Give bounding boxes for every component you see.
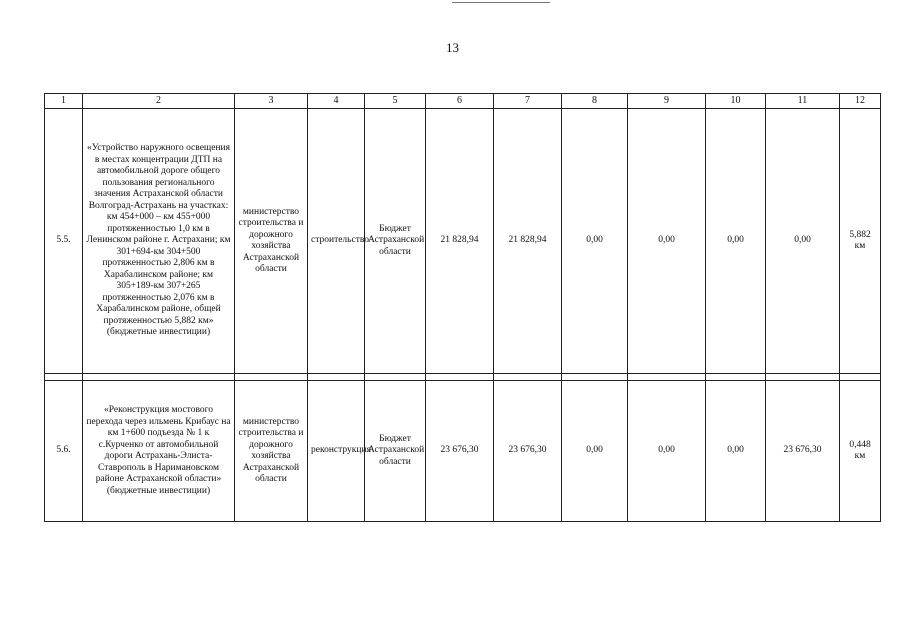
header-cell: 5: [365, 94, 426, 109]
table-row: [45, 109, 881, 374]
value-cell-9: 0,00: [628, 109, 706, 374]
work-type-cell: строительство: [308, 109, 365, 374]
value-cell-7: 21 828,94: [494, 109, 562, 374]
value-cell-6: 23 676,30: [426, 381, 494, 522]
header-row: [45, 94, 881, 109]
separator-cell: [494, 374, 562, 381]
header-cell: 6: [426, 94, 494, 109]
length-cell: 5,882 км: [840, 109, 881, 374]
header-cell: 12: [840, 94, 881, 109]
value-cell-8: 0,00: [562, 381, 628, 522]
header-cell: 1: [45, 94, 83, 109]
separator-cell: [840, 374, 881, 381]
value-cell-6: 21 828,94: [426, 109, 494, 374]
customer-cell: министерство строительства и дорожного хозяйства Астраханской области: [235, 109, 308, 374]
header-cell: 9: [628, 94, 706, 109]
table-row: [45, 381, 881, 522]
value-cell-11: 0,00: [766, 109, 840, 374]
page-number: 13: [446, 40, 459, 55]
separator-cell: [308, 374, 365, 381]
value-cell-10: 0,00: [706, 381, 766, 522]
separator-cell: [365, 374, 426, 381]
length-cell: 0,448 км: [840, 381, 881, 522]
header-cell: 11: [766, 94, 840, 109]
header-cell: 7: [494, 94, 562, 109]
customer-cell: министерство строительства и дорожного хозяйства Астраханской области: [235, 381, 308, 522]
value-cell-10: 0,00: [706, 109, 766, 374]
header-cell: 4: [308, 94, 365, 109]
object-description: «Реконструкция мостового перехода через ильмень Крибаус на км 1+600 подъезда № 1 к с.Курченко от автомобильной дороги Астрахань-Элиста-Ставрополь в Наримановском районе Астраханской области» (бюджетные инвестиции): [83, 381, 235, 522]
separator-cell: [45, 374, 83, 381]
value-cell-8: 0,00: [562, 109, 628, 374]
row-number: 5.5.: [45, 109, 83, 374]
scan-artifact-line: [452, 2, 550, 3]
object-description: «Устройство наружного освещения в местах концентрации ДТП на автомобильной дороге общего пользования регионального значения Астраханской области Волгоград-Астрахань на участках: км 454+000 – км 455+000 протяженностью 1,0 км в Ленинском районе г. Астрахани; км 301+694-км 304+500 протяженностью 2,806 км в Харабалинском районе; км 305+189-км 307+265 протяженностью 2,076 км в Харабалинском районе, общей протяженностью 5,882 км» (бюджетные инвестиции): [83, 109, 235, 374]
funding-source-cell: Бюджет Астраханской области: [365, 109, 426, 374]
funding-source-cell: Бюджет Астраханской области: [365, 381, 426, 522]
work-type-cell: реконструкция: [308, 381, 365, 522]
separator-cell: [235, 374, 308, 381]
header-cell: 8: [562, 94, 628, 109]
data-table: [44, 93, 881, 522]
separator-cell: [562, 374, 628, 381]
header-cell: 2: [83, 94, 235, 109]
row-number: 5.6.: [45, 381, 83, 522]
header-cell: 10: [706, 94, 766, 109]
separator-cell: [426, 374, 494, 381]
value-cell-11: 23 676,30: [766, 381, 840, 522]
header-cell: 3: [235, 94, 308, 109]
value-cell-9: 0,00: [628, 381, 706, 522]
separator-cell: [628, 374, 706, 381]
separator-cell: [83, 374, 235, 381]
table-row-separator: [45, 374, 881, 381]
separator-cell: [706, 374, 766, 381]
value-cell-7: 23 676,30: [494, 381, 562, 522]
separator-cell: [766, 374, 840, 381]
